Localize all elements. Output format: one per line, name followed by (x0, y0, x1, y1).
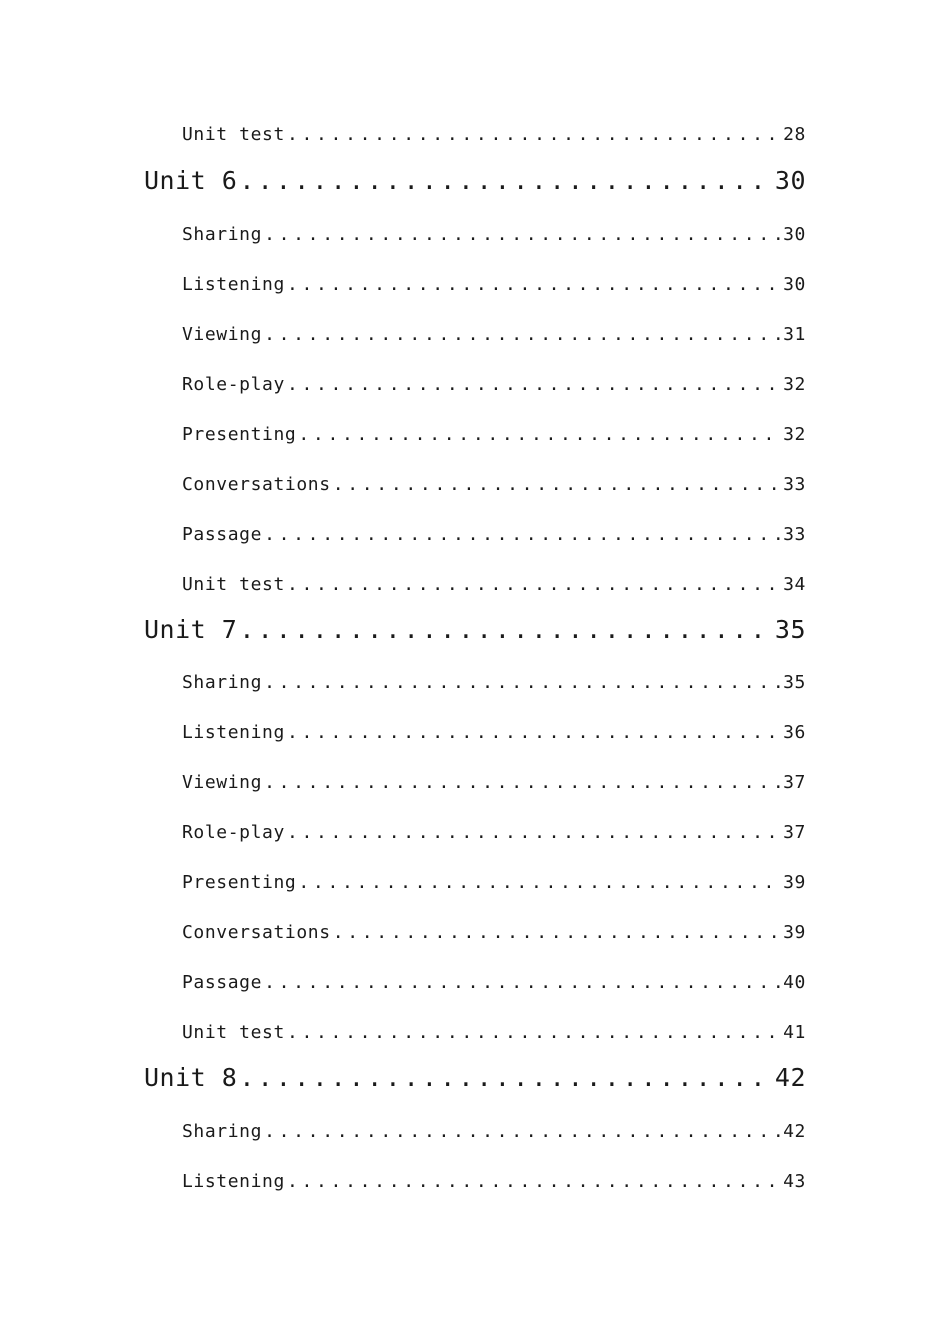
toc-entry-label: Viewing (182, 772, 263, 793)
toc-page-number: 42 (774, 1063, 806, 1092)
toc-entry-label: Unit test (182, 574, 285, 595)
toc-unit-heading[interactable] (144, 615, 806, 644)
toc-entry-label: Passage (182, 972, 263, 993)
toc-entry-label: Conversations (182, 474, 331, 495)
toc-entry-label: Unit test (182, 124, 285, 145)
toc-page-number: 35 (783, 672, 806, 693)
toc-page-number: 33 (783, 524, 806, 545)
toc-page-number: 35 (774, 615, 806, 644)
toc-entry[interactable] (182, 1121, 806, 1142)
toc-unit-heading[interactable] (144, 1063, 806, 1092)
toc-dot-leader (298, 872, 781, 893)
toc-unit-heading[interactable] (144, 166, 806, 195)
toc-dot-leader (264, 324, 781, 345)
toc-page-number: 40 (783, 972, 806, 993)
toc-entry[interactable] (182, 524, 806, 545)
toc-entry-label: Role-play (182, 374, 285, 395)
toc-entry[interactable] (182, 872, 806, 893)
toc-dot-leader (298, 424, 781, 445)
toc-entry-label: Passage (182, 524, 263, 545)
toc-entry[interactable] (182, 772, 806, 793)
toc-dot-leader (287, 822, 781, 843)
toc-entry-label: Sharing (182, 1121, 263, 1142)
toc-entry[interactable] (182, 1171, 806, 1192)
toc-dot-leader (287, 274, 781, 295)
toc-entry-label: Sharing (182, 672, 263, 693)
toc-page-number: 41 (783, 1022, 806, 1043)
toc-dot-leader (239, 615, 773, 644)
toc-dot-leader (264, 524, 781, 545)
toc-dot-leader (264, 1121, 781, 1142)
toc-page-number: 43 (783, 1171, 806, 1192)
toc-entry[interactable] (182, 922, 806, 943)
toc-dot-leader (333, 474, 781, 495)
toc-dot-leader (287, 1171, 781, 1192)
toc-dot-leader (239, 166, 773, 195)
toc-entry-label: Unit test (182, 1022, 285, 1043)
toc-dot-leader (264, 972, 781, 993)
toc-dot-leader (287, 1022, 781, 1043)
toc-dot-leader (264, 772, 781, 793)
toc-page-number: 39 (783, 872, 806, 893)
toc-dot-leader (287, 722, 781, 743)
toc-entry[interactable] (182, 972, 806, 993)
toc-entry[interactable] (182, 274, 806, 295)
toc-page-number: 42 (783, 1121, 806, 1142)
toc-entry-label: Listening (182, 1171, 285, 1192)
toc-page-number: 28 (783, 124, 806, 145)
toc-page-number: 33 (783, 474, 806, 495)
toc-entry-label: Role-play (182, 822, 285, 843)
toc-entry-label: Listening (182, 722, 285, 743)
toc-dot-leader (333, 922, 781, 943)
toc-dot-leader (239, 1063, 773, 1092)
toc-dot-leader (287, 124, 781, 145)
toc-page-number: 30 (783, 274, 806, 295)
toc-page-number: 36 (783, 722, 806, 743)
toc-entry-label: Unit 8 (144, 1063, 238, 1092)
toc-dot-leader (264, 224, 781, 245)
toc-entry[interactable] (182, 672, 806, 693)
toc-entry[interactable] (182, 722, 806, 743)
toc-entry[interactable] (182, 1022, 806, 1043)
toc-page-number: 32 (783, 374, 806, 395)
toc-page-number: 32 (783, 424, 806, 445)
toc-entry[interactable] (182, 574, 806, 595)
toc-page-number: 37 (783, 822, 806, 843)
toc-entry-label: Unit 7 (144, 615, 238, 644)
toc-entry-label: Unit 6 (144, 166, 238, 195)
toc-entry[interactable] (182, 374, 806, 395)
toc-entry-label: Listening (182, 274, 285, 295)
toc-entry[interactable] (182, 324, 806, 345)
toc-dot-leader (287, 374, 781, 395)
toc-entry[interactable] (182, 822, 806, 843)
toc-entry-label: Conversations (182, 922, 331, 943)
toc-page-number: 34 (783, 574, 806, 595)
toc-page-number: 30 (774, 166, 806, 195)
toc-page-number: 30 (783, 224, 806, 245)
toc-page-number: 39 (783, 922, 806, 943)
toc-entry-label: Sharing (182, 224, 263, 245)
toc-entry-label: Presenting (182, 872, 297, 893)
toc-entry[interactable] (182, 424, 806, 445)
toc-entry[interactable] (182, 474, 806, 495)
toc-dot-leader (264, 672, 781, 693)
toc-dot-leader (287, 574, 781, 595)
toc-entry[interactable] (182, 224, 806, 245)
toc-entry-label: Presenting (182, 424, 297, 445)
toc-page-number: 37 (783, 772, 806, 793)
toc-entry[interactable] (182, 124, 806, 145)
toc-entry-label: Viewing (182, 324, 263, 345)
toc-page-number: 31 (783, 324, 806, 345)
